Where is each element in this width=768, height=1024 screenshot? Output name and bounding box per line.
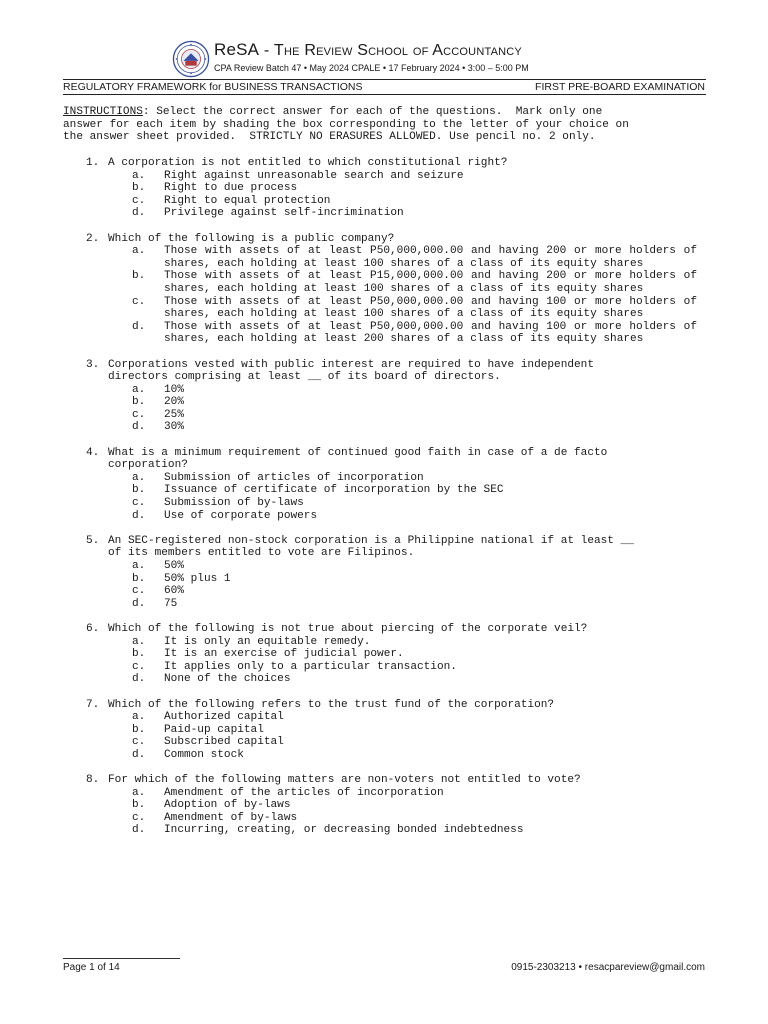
choice-text: Those with assets of at least P50,000,000.00 and having 100 or more holders of shares, each holding at least 200 shares of a class of its equity shares bbox=[164, 320, 697, 346]
answer-choice bbox=[86, 636, 706, 649]
choice-letter: c. bbox=[132, 295, 146, 308]
choice-text: None of the choices bbox=[164, 673, 291, 686]
question-text: Which of the following is a public company? bbox=[108, 232, 395, 245]
question-stem bbox=[86, 774, 706, 787]
question-stem bbox=[86, 447, 706, 472]
footer-rule bbox=[63, 958, 180, 959]
answer-choice bbox=[86, 560, 706, 573]
question-text: An SEC-registered non-stock corporation is a Philippine national if at least __ of its members entitled to vote are Filipinos. bbox=[108, 534, 634, 560]
document-header bbox=[0, 0, 768, 100]
title-dash: - bbox=[259, 42, 275, 59]
question-number: 5. bbox=[86, 534, 100, 547]
question-item bbox=[86, 774, 706, 837]
choice-letter: c. bbox=[132, 811, 146, 824]
answer-choice bbox=[86, 661, 706, 674]
choice-text: 60% bbox=[164, 585, 184, 598]
choice-text: Paid-up capital bbox=[164, 723, 264, 736]
answer-choice bbox=[86, 812, 706, 825]
choice-list bbox=[86, 384, 706, 434]
choice-letter: a. bbox=[132, 635, 146, 648]
choice-text: Adoption of by-laws bbox=[164, 799, 291, 812]
choice-text: Common stock bbox=[164, 748, 244, 761]
answer-choice bbox=[86, 749, 706, 762]
school-name: The Review School of Accountancy bbox=[274, 42, 522, 59]
question-text: Which of the following is not true about piercing of the corporate veil? bbox=[108, 622, 588, 635]
answer-choice bbox=[86, 270, 706, 295]
choice-text: Incurring, creating, or decreasing bonded indebtedness bbox=[164, 824, 524, 837]
choice-letter: a. bbox=[132, 383, 146, 396]
answer-choice bbox=[86, 648, 706, 661]
question-number: 6. bbox=[86, 622, 100, 635]
answer-choice bbox=[86, 673, 706, 686]
question-text: For which of the following matters are non-voters not entitled to vote? bbox=[108, 774, 581, 787]
choice-text: 20% bbox=[164, 396, 184, 409]
question-stem bbox=[86, 157, 706, 170]
choice-letter: b. bbox=[132, 723, 146, 736]
choice-letter: b. bbox=[132, 648, 146, 661]
choice-text: 75 bbox=[164, 597, 178, 610]
answer-choice bbox=[86, 585, 706, 598]
choice-text: It is an exercise of judicial power. bbox=[164, 648, 404, 661]
choice-letter: a. bbox=[132, 711, 146, 724]
choice-text: 30% bbox=[164, 421, 184, 434]
answer-choice bbox=[86, 484, 706, 497]
answer-choice bbox=[86, 824, 706, 837]
choice-list bbox=[86, 245, 706, 346]
choice-letter: d. bbox=[132, 824, 146, 837]
question-number: 8. bbox=[86, 774, 100, 787]
answer-choice bbox=[86, 170, 706, 183]
question-list bbox=[86, 157, 706, 850]
header-rule-bottom bbox=[63, 94, 706, 95]
choice-list bbox=[86, 170, 706, 220]
choice-text: 50% bbox=[164, 560, 184, 572]
choice-text: Use of corporate powers bbox=[164, 509, 318, 522]
choice-text: 10% bbox=[164, 383, 184, 396]
answer-choice bbox=[86, 736, 706, 749]
choice-letter: b. bbox=[132, 572, 146, 585]
choice-letter: b. bbox=[132, 182, 146, 195]
question-stem bbox=[86, 233, 706, 246]
question-stem bbox=[86, 699, 706, 712]
answer-choice bbox=[86, 321, 706, 346]
answer-choice bbox=[86, 497, 706, 510]
choice-text: Submission of by-laws bbox=[164, 497, 304, 510]
question-text: What is a minimum requirement of continued good faith in case of a de facto corporation? bbox=[108, 446, 608, 472]
choice-letter: d. bbox=[132, 673, 146, 686]
answer-choice bbox=[86, 182, 706, 195]
question-number: 7. bbox=[86, 698, 100, 711]
question-stem bbox=[86, 535, 706, 560]
answer-choice bbox=[86, 787, 706, 800]
choice-text: Those with assets of at least P50,000,000.00 and having 200 or more holders of shares, each holding at least 100 shares of a class of its equity shares bbox=[164, 245, 697, 270]
choice-letter: c. bbox=[132, 408, 146, 421]
answer-choice bbox=[86, 472, 706, 485]
answer-choice bbox=[86, 799, 706, 812]
choice-letter: c. bbox=[132, 660, 146, 673]
question-text: Corporations vested with public interest are required to have independent directors comprising at least __ of its board of directors. bbox=[108, 358, 594, 384]
answer-choice bbox=[86, 724, 706, 737]
choice-letter: c. bbox=[132, 736, 146, 749]
choice-text: Subscribed capital bbox=[164, 736, 284, 749]
brand-name: ReSA bbox=[214, 40, 260, 59]
choice-letter: d. bbox=[132, 320, 146, 333]
question-text: A corporation is not entitled to which constitutional right? bbox=[108, 157, 508, 169]
instructions-label: INSTRUCTIONS bbox=[63, 106, 143, 118]
choice-letter: d. bbox=[132, 421, 146, 434]
answer-choice bbox=[86, 245, 706, 270]
choice-letter: c. bbox=[132, 585, 146, 598]
exam-details: CPA Review Batch 47 • May 2024 CPALE • 17 February 2024 • 3:00 – 5:00 PM bbox=[214, 63, 529, 73]
choice-letter: c. bbox=[132, 497, 146, 510]
choice-text: Issuance of certificate of incorporation by the SEC bbox=[164, 484, 504, 497]
contact-info: 0915-2303213 • resacpareview@gmail.com bbox=[511, 962, 705, 973]
answer-choice bbox=[86, 195, 706, 208]
question-item bbox=[86, 699, 706, 762]
answer-choice bbox=[86, 396, 706, 409]
question-stem bbox=[86, 359, 706, 384]
choice-letter: b. bbox=[132, 270, 146, 283]
choice-text: Those with assets of at least P50,000,000.00 and having 100 or more holders of shares, each holding at least 100 shares of a class of its equity shares bbox=[164, 295, 697, 321]
question-item bbox=[86, 359, 706, 435]
answer-choice bbox=[86, 296, 706, 321]
page-number: Page 1 of 14 bbox=[63, 962, 120, 973]
header-rule-top bbox=[63, 79, 706, 80]
question-number: 3. bbox=[86, 358, 100, 371]
choice-list bbox=[86, 711, 706, 761]
answer-choice bbox=[86, 510, 706, 523]
answer-choice bbox=[86, 409, 706, 422]
choice-list bbox=[86, 560, 706, 610]
course-title: REGULATORY FRAMEWORK for BUSINESS TRANSACTIONS bbox=[63, 81, 363, 93]
choice-letter: d. bbox=[132, 509, 146, 522]
choice-letter: d. bbox=[132, 597, 146, 610]
choice-letter: c. bbox=[132, 194, 146, 207]
choice-text: Privilege against self-incrimination bbox=[164, 207, 404, 220]
exam-title: FIRST PRE-BOARD EXAMINATION bbox=[535, 81, 705, 93]
choice-text: 50% plus 1 bbox=[164, 572, 231, 585]
resa-seal-logo bbox=[172, 40, 210, 78]
choice-list bbox=[86, 472, 706, 522]
question-number: 1. bbox=[86, 157, 100, 169]
choice-text: It applies only to a particular transaction. bbox=[164, 660, 457, 673]
question-item bbox=[86, 233, 706, 346]
choice-text: Authorized capital bbox=[164, 711, 284, 724]
question-item bbox=[86, 623, 706, 686]
choice-letter: b. bbox=[132, 484, 146, 497]
choice-text: Right to due process bbox=[164, 182, 298, 195]
school-title bbox=[214, 40, 522, 60]
answer-choice bbox=[86, 421, 706, 434]
choice-text: Amendment of the articles of incorporation bbox=[164, 786, 444, 799]
choice-text: Amendment of by-laws bbox=[164, 811, 298, 824]
answer-choice bbox=[86, 207, 706, 220]
answer-choice bbox=[86, 384, 706, 397]
question-text: Which of the following refers to the trust fund of the corporation? bbox=[108, 698, 555, 711]
choice-letter: b. bbox=[132, 799, 146, 812]
choice-text: It is only an equitable remedy. bbox=[164, 635, 371, 648]
question-number: 4. bbox=[86, 446, 100, 459]
choice-text: Those with assets of at least P15,000,000.00 and having 200 or more holders of shares, each holding at least 100 shares of a class of its equity shares bbox=[164, 270, 697, 295]
question-item bbox=[86, 535, 706, 611]
instructions-text: : Select the correct answer for each of the questions. Mark only one answer for each item by shading the box corresponding to the letter of your choice on the answer sheet provided. STRICTLY NO ERASURES ALLOWED. Use pencil no. 2 only. bbox=[63, 106, 629, 144]
question-item bbox=[86, 447, 706, 523]
choice-letter: a. bbox=[132, 169, 146, 182]
answer-choice bbox=[86, 598, 706, 611]
question-stem bbox=[86, 623, 706, 636]
question-number: 2. bbox=[86, 232, 100, 245]
question-item bbox=[86, 157, 706, 220]
instructions bbox=[63, 106, 711, 144]
choice-letter: a. bbox=[132, 245, 146, 258]
choice-text: Right to equal protection bbox=[164, 194, 331, 207]
answer-choice bbox=[86, 573, 706, 586]
choice-letter: d. bbox=[132, 207, 146, 220]
choice-text: Submission of articles of incorporation bbox=[164, 471, 424, 484]
choice-letter: a. bbox=[132, 786, 146, 799]
choice-letter: a. bbox=[132, 471, 146, 484]
choice-list bbox=[86, 636, 706, 686]
choice-letter: d. bbox=[132, 748, 146, 761]
choice-list bbox=[86, 787, 706, 837]
choice-letter: b. bbox=[132, 396, 146, 409]
choice-letter: a. bbox=[132, 560, 146, 572]
choice-text: 25% bbox=[164, 408, 184, 421]
answer-choice bbox=[86, 711, 706, 724]
choice-text: Right against unreasonable search and seizure bbox=[164, 169, 464, 182]
